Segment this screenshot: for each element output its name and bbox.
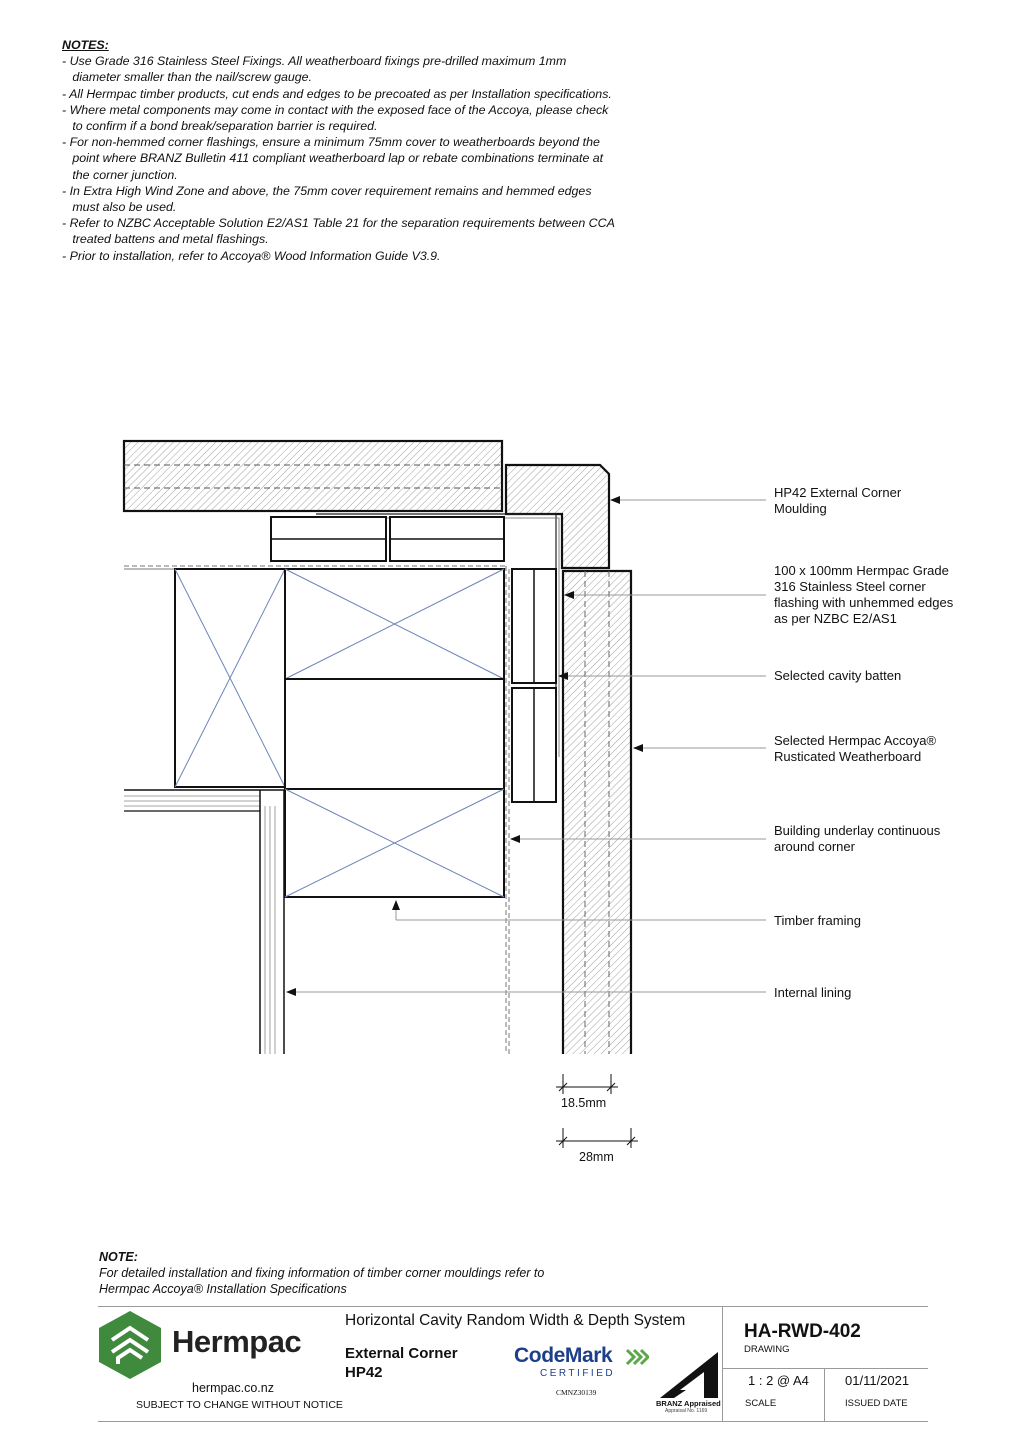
dimension-label-28: 28mm xyxy=(579,1150,614,1164)
title-block xyxy=(98,1306,928,1422)
note-line: point where BRANZ Bulletin 411 compliant weatherboard lap or rebate combinations terminate at xyxy=(62,151,604,166)
scale-label: SCALE xyxy=(745,1398,777,1409)
note-line: - Prior to installation, refer to Accoya® Wood Information Guide V3.9. xyxy=(62,248,441,263)
note-line: the corner junction. xyxy=(62,167,178,182)
drawing-label: DRAWING xyxy=(744,1344,790,1355)
callout-moulding: HP42 External Corner Moulding xyxy=(774,485,902,516)
corner-moulding xyxy=(506,465,609,568)
website: hermpac.co.nz xyxy=(192,1381,274,1395)
dimension-label-18-5: 18.5mm xyxy=(561,1096,607,1110)
top-weatherboard xyxy=(124,441,502,511)
top-cavity-battens xyxy=(271,517,504,561)
callout-lining: Internal lining xyxy=(774,985,852,1000)
drawing-title-line: HP42 xyxy=(345,1364,383,1381)
bottom-note-heading: NOTE: xyxy=(99,1250,138,1264)
disclaimer: SUBJECT TO CHANGE WITHOUT NOTICE xyxy=(136,1399,343,1411)
bottom-note xyxy=(99,1249,544,1297)
note-line: - Where metal components may come in contact with the exposed face of the Accoya, please check xyxy=(62,102,609,117)
scale-value: 1 : 2 @ A4 xyxy=(748,1373,809,1388)
codemark-chevron-icon xyxy=(625,1348,649,1366)
note-line: - In Extra High Wind Zone and above, the 75mm cover requirement remains and hemmed edges xyxy=(62,183,592,198)
dimension-18-5 xyxy=(556,1074,618,1094)
issued-date: 01/11/2021 xyxy=(845,1373,910,1388)
codemark-number: CMNZ30139 xyxy=(556,1388,597,1397)
company-name: Hermpac xyxy=(172,1324,302,1359)
callout-weatherboard: Selected Hermpac Accoya® Rusticated Weatherboard xyxy=(774,733,937,764)
branz-number: Appraisal No. 1169 xyxy=(665,1408,708,1414)
notes-heading: NOTES: xyxy=(62,38,109,52)
note-line: - For non-hemmed corner flashings, ensure a minimum 75mm cover to weatherboards beyond the xyxy=(62,135,600,150)
codemark-logo: CodeMark xyxy=(514,1344,613,1367)
drawing-number: HA-RWD-402 xyxy=(744,1321,861,1342)
hermpac-logo-icon xyxy=(98,1310,162,1380)
note-line: diameter smaller than the nail/screw gauge. xyxy=(62,70,313,85)
issued-date-label: ISSUED DATE xyxy=(845,1398,908,1409)
codemark-subtitle: CERTIFIED xyxy=(540,1368,616,1379)
branz-logo-icon xyxy=(660,1350,720,1398)
callout-framing: Timber framing xyxy=(774,913,861,928)
note-line: - All Hermpac timber products, cut ends and edges to be precoated as per Installation specifications. xyxy=(62,86,612,101)
note-line: - Refer to NZBC Acceptable Solution E2/AS1 Table 21 for the separation requirements between CCA xyxy=(62,216,615,231)
bottom-note-line: Hermpac Accoya® Installation Specifications xyxy=(99,1282,347,1296)
system-name: Horizontal Cavity Random Width & Depth System xyxy=(345,1312,686,1329)
callout-batten: Selected cavity batten xyxy=(774,668,902,683)
side-weatherboard xyxy=(563,571,631,1054)
dimension-28 xyxy=(556,1128,638,1148)
vertical-cavity-battens xyxy=(512,569,556,802)
bottom-note-line: For detailed installation and fixing information of timber corner mouldings refer to xyxy=(99,1266,545,1280)
timber-framing xyxy=(175,569,504,897)
note-line: - Use Grade 316 Stainless Steel Fixings. All weatherboard fixings pre-drilled maximum 1mm xyxy=(62,54,567,69)
internal-lining xyxy=(124,790,285,1054)
drawing-title-line: External Corner xyxy=(345,1345,458,1362)
drawing-title xyxy=(345,1344,458,1382)
note-line: treated battens and metal flashings. xyxy=(62,232,269,247)
callout-underlay: Building underlay continuous around corner xyxy=(774,823,941,854)
callout-flashing: 100 x 100mm Hermpac Grade 316 Stainless Steel corner flashing with unhemmed edges as per NZBC E2/AS1 xyxy=(774,563,954,626)
note-line: to confirm if a bond break/separation barrier is required. xyxy=(62,119,378,134)
note-line: must also be used. xyxy=(62,200,177,215)
branz-label: BRANZ Appraised xyxy=(656,1399,721,1408)
